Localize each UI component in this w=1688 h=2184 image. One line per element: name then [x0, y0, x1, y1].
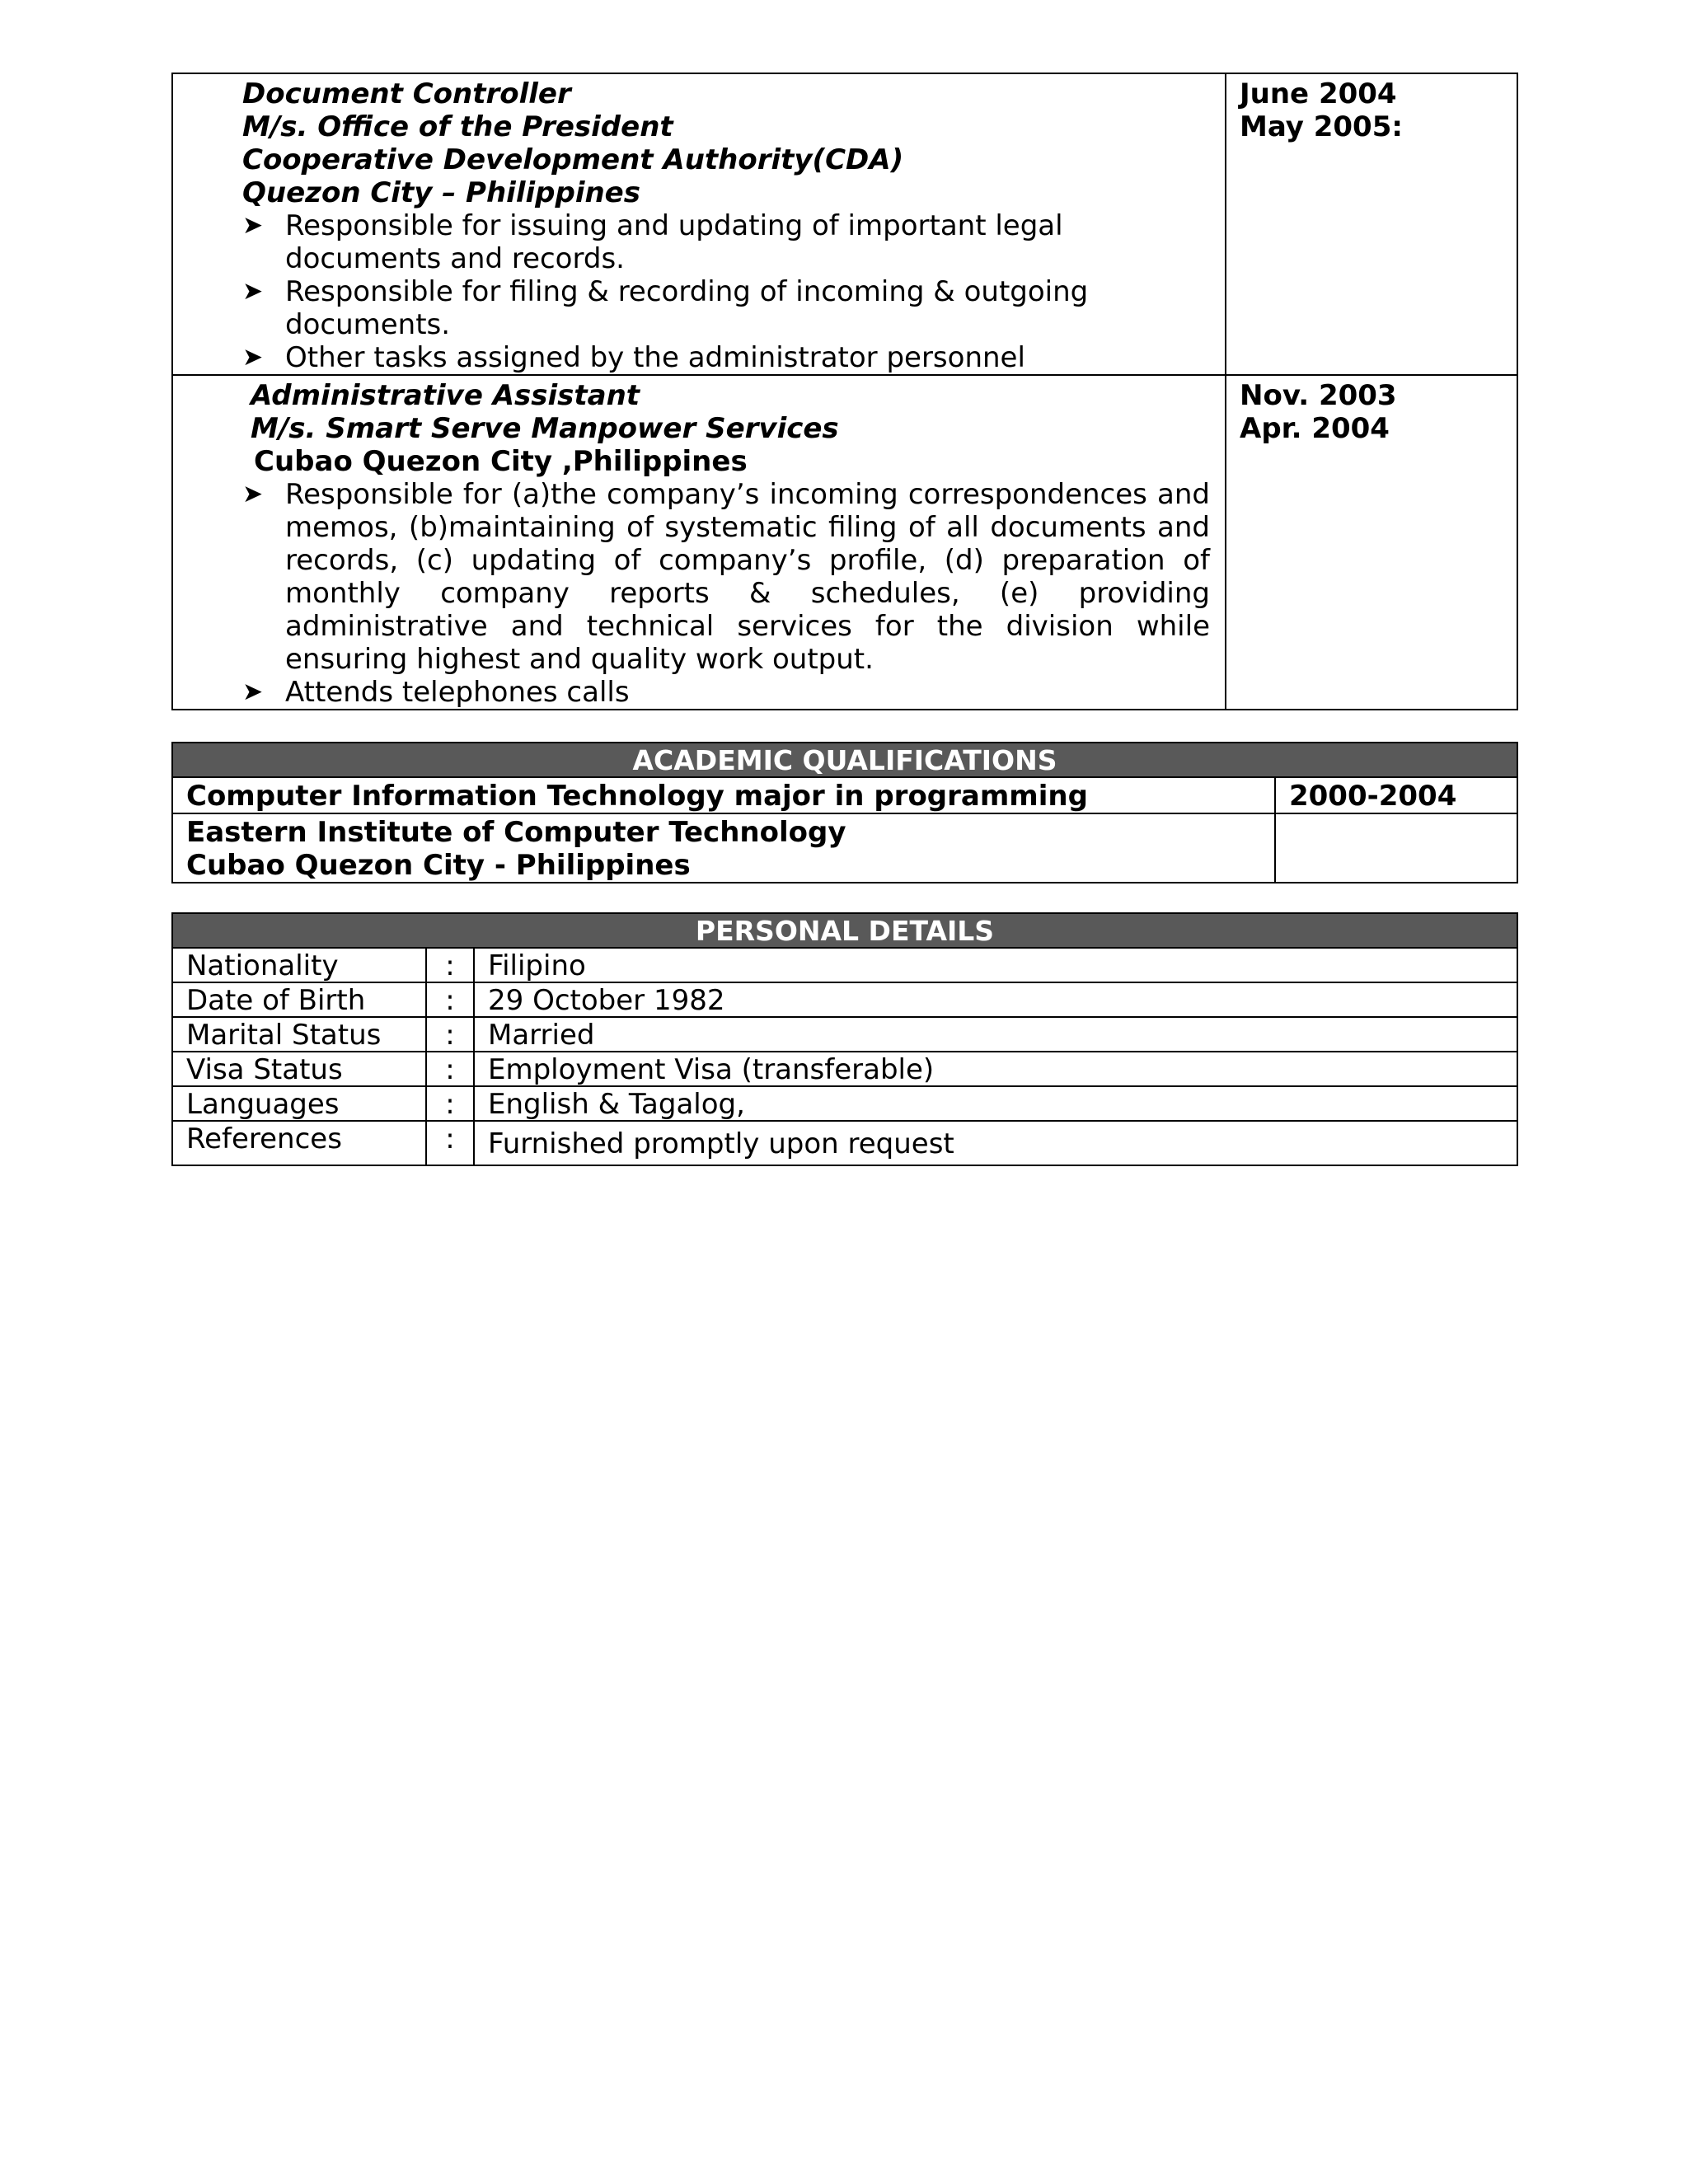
experience-table	[171, 73, 1518, 710]
course-years: 2000-2004	[1275, 777, 1517, 813]
list-item: ➤ Other tasks assigned by the administrator personnel	[242, 341, 1025, 374]
duties-list	[242, 478, 1210, 709]
personal-heading: PERSONAL DETAILS	[172, 913, 1517, 948]
experience-row	[172, 73, 1517, 375]
date-to: May 2005:	[1240, 110, 1403, 143]
section-header	[172, 743, 1517, 777]
table-row	[172, 982, 1517, 1017]
job-details	[172, 375, 1226, 710]
detail-value: Married	[474, 1017, 1517, 1052]
detail-label: Visa Status	[172, 1052, 426, 1086]
job-organization: M/s. Office of the President	[242, 110, 673, 143]
job-location: Quezon City – Philippines	[242, 176, 640, 209]
job-dates	[1226, 73, 1517, 375]
detail-label: Languages	[172, 1086, 426, 1121]
job-department: Cooperative Development Authority(CDA)	[242, 143, 904, 176]
table-row	[172, 1121, 1517, 1165]
empty-cell	[1275, 813, 1517, 883]
detail-separator: :	[426, 1086, 474, 1121]
job-title: Document Controller	[242, 77, 571, 110]
arrow-bullet-icon: ➤	[242, 343, 264, 372]
date-from: June 2004	[1240, 77, 1397, 110]
course-name: Computer Information Technology major in programming	[172, 777, 1275, 813]
job-organization: M/s. Smart Serve Manpower Services	[251, 412, 839, 445]
table-row	[172, 777, 1517, 813]
detail-separator: :	[426, 1052, 474, 1086]
duties-list	[242, 209, 1210, 374]
school-name: Eastern Institute of Computer Technology	[186, 816, 846, 849]
list-item: ➤ Responsible for filing & recording of incoming & outgoing documents.	[242, 275, 1089, 341]
detail-label: Date of Birth	[172, 982, 426, 1017]
detail-separator: :	[426, 1017, 474, 1052]
job-dates	[1226, 375, 1517, 710]
detail-value: Employment Visa (transferable)	[474, 1052, 1517, 1086]
detail-label: Marital Status	[172, 1017, 426, 1052]
arrow-bullet-icon: ➤	[242, 277, 264, 306]
table-row	[172, 1052, 1517, 1086]
arrow-bullet-icon: ➤	[242, 211, 264, 240]
section-header	[172, 913, 1517, 948]
school-location: Cubao Quezon City - Philippines	[186, 849, 691, 882]
list-item: ➤ Responsible for (a)the company’s incoming correspondences and memos, (b)maintaining of systematic filing of all documents and records, (c) updating of company’s profile, (d) preparation of monthly company reports & schedules, (e) providing administrative and technical services for the division while ensuring highest and quality work output.	[242, 478, 1210, 676]
academic-heading: ACADEMIC QUALIFICATIONS	[172, 743, 1517, 777]
detail-separator: :	[426, 982, 474, 1017]
date-from: Nov. 2003	[1240, 379, 1397, 412]
detail-label: Nationality	[172, 948, 426, 982]
detail-separator: :	[426, 948, 474, 982]
job-title: Administrative Assistant	[251, 379, 640, 412]
job-location: Cubao Quezon City ,Philippines	[254, 445, 748, 478]
personal-details-table	[171, 912, 1518, 1166]
detail-value: English & Tagalog,	[474, 1086, 1517, 1121]
detail-value: Filipino	[474, 948, 1517, 982]
arrow-bullet-icon: ➤	[242, 677, 264, 706]
detail-value: Furnished promptly upon request	[474, 1121, 1517, 1165]
academic-table	[171, 742, 1518, 883]
list-item: ➤ Responsible for issuing and updating of important legal documents and records.	[242, 209, 1063, 275]
detail-label: References	[172, 1121, 426, 1165]
table-row	[172, 948, 1517, 982]
detail-value: 29 October 1982	[474, 982, 1517, 1017]
school-info	[172, 813, 1275, 883]
detail-separator: :	[426, 1121, 474, 1165]
experience-row	[172, 375, 1517, 710]
date-to: Apr. 2004	[1240, 412, 1390, 445]
job-details	[172, 73, 1226, 375]
arrow-bullet-icon: ➤	[242, 480, 264, 509]
list-item: ➤ Attends telephones calls	[242, 676, 630, 709]
table-row	[172, 1017, 1517, 1052]
table-row	[172, 1086, 1517, 1121]
table-row	[172, 813, 1517, 883]
